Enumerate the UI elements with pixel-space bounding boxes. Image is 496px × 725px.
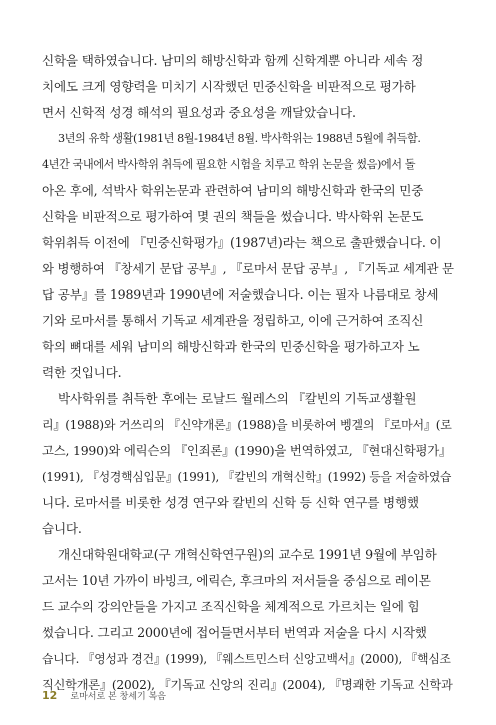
- text-line-15: 리』(1988)와 거쓰리의 『신약개론』(1988)을 비롯하여 벵겔의 『로마서』(로: [42, 418, 452, 432]
- text-line-9: 와 병행하여 『창세기 문답 공부』, 『로마서 문답 공부』, 『기독교 세계관 문: [42, 261, 454, 276]
- page-number: 12: [42, 689, 58, 702]
- text-line-6: 아온 후에, 석박사 학위논문과 관련하여 남미의 해방신학과 한국의 민중: [42, 183, 424, 198]
- text-line-22: 드 교수의 강의안들을 가지고 조직신학을 체계적으로 가르치는 일에 힘: [42, 599, 420, 614]
- page-footer: [42, 686, 166, 702]
- text-line-21: 고서는 10년 가까이 바빙크, 에릭슨, 후크마의 저서들을 중심으로 레이몬: [42, 573, 431, 588]
- text-line-4: 3년의 유학 생활(1981년 8월-1984년 8월. 박사학위는 1988년 5월에 취득함.: [58, 132, 421, 145]
- text-line-13: 력한 것입니다.: [42, 365, 122, 380]
- text-line-20: 개신대학원대학교(구 개혁신학연구원)의 교수로 1991년 9월에 부임하: [58, 547, 437, 562]
- text-line-19: 습니다.: [42, 521, 82, 536]
- text-line-17: (1991), 『성경핵심입문』(1991), 『칼빈의 개혁신학』(1992) 등을 저술하였습: [42, 470, 452, 484]
- text-line-8: 학위취득 이전에 『민중신학평가』(1987년)라는 책으로 출판했습니다. 이: [42, 235, 442, 250]
- text-line-10: 답 공부』를 1989년과 1990년에 저술했습니다. 이는 필자 나름대로 창세: [42, 287, 439, 302]
- text-line-12: 학의 뼈대를 세워 남미의 해방신학과 한국의 민중신학을 평가하고자 노: [42, 339, 420, 354]
- text-line-24: 습니다. 『영성과 경건』(1999), 『웨스트민스터 신앙고백서』(2000), 『핵심조: [42, 652, 451, 666]
- text-line-18: 니다. 로마서를 비롯한 성경 연구와 칼빈의 신학 등 신학 연구를 병행했: [42, 495, 419, 510]
- text-line-16: 고스, 1990)와 에릭슨의 『인죄론』(1990)을 번역하였고, 『현대신학평가』: [42, 443, 452, 458]
- text-line-25: 직신학개론』(2002), 『기독교 신앙의 진리』(2004), 『명쾌한 기독교 신학과: [42, 678, 453, 692]
- body-text: [42, 48, 454, 698]
- text-line-1: 신학을 택하였습니다. 남미의 해방신학과 함께 신학계뿐 아니라 세속 정: [42, 53, 424, 68]
- text-line-3: 면서 신학적 성경 해석의 필요성과 중요성을 깨달았습니다.: [42, 105, 356, 120]
- running-book-title: 로마서로 본 창세기 복음: [70, 692, 166, 702]
- text-line-11: 기와 로마서를 통해서 기독교 세계관을 정립하고, 이에 근거하여 조직신: [42, 313, 424, 328]
- text-line-5: 4년간 국내에서 박사학위 취득에 필요한 시험을 치루고 학위 논문을 썼음)에서 돌: [42, 158, 416, 171]
- text-line-2: 치에도 크게 영향력을 미치기 시작했던 민중신학을 비판적으로 평가하: [42, 79, 416, 94]
- text-line-14: 박사학위를 취득한 후에는 로날드 월레스의 『칼빈의 기독교생활원: [58, 391, 417, 406]
- text-line-23: 썼습니다. 그리고 2000년에 접어들면서부터 번역과 저술을 다시 시작했: [42, 625, 427, 640]
- text-line-7: 신학을 비판적으로 평가하여 몇 권의 책들을 썼습니다. 박사학위 논문도: [42, 209, 424, 224]
